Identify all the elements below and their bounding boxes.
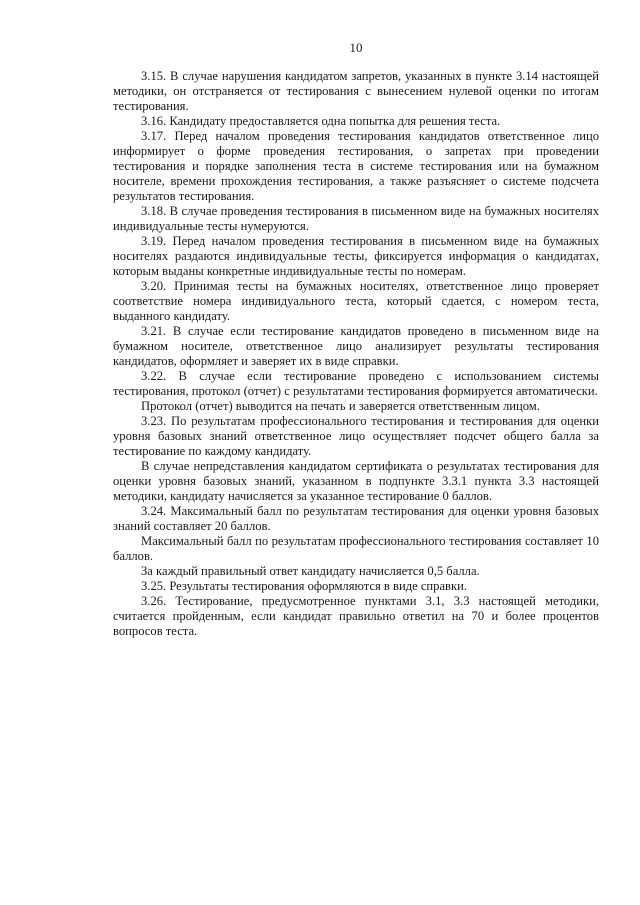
paragraph-points-per-answer: За каждый правильный ответ кандидату начисляется 0,5 балла. <box>141 564 480 578</box>
paragraph-certificate-absence: В случае непредставления кандидатом сертификата о результатах тестирования для оценки уровня базовых знаний, указанном в подпункте 3.3.1 пункта 3.3 настоящей методики, кандидату начисляется за указанное тестирование 0 баллов. <box>113 459 599 503</box>
paragraph-3-15: 3.15. В случае нарушения кандидатом запретов, указанных в пункте 3.14 настоящей методики, он отстраняется от тестирования с вынесением нулевой оценки по итогам тестирования. <box>113 69 599 113</box>
paragraph-3-16: 3.16. Кандидату предоставляется одна попытка для решения теста. <box>141 114 501 128</box>
paragraph-3-23: 3.23. По результатам профессионального тестирования и тестирования для оценки уровня базовых знаний ответственное лицо осуществляет подсчет общего балла за тестирование по каждому кандидату. <box>113 414 599 458</box>
paragraph-3-26: 3.26. Тестирование, предусмотренное пунктами 3.1, 3.3 настоящей методики, считается пройденным, если кандидат правильно ответил на 70 и более процентов вопросов теста. <box>113 594 599 638</box>
paragraph-3-24: 3.24. Максимальный балл по результатам тестирования для оценки уровня базовых знаний составляет 20 баллов. <box>113 504 599 533</box>
document-page <box>113 40 599 639</box>
paragraph-3-18: 3.18. В случае проведения тестирования в письменном виде на бумажных носителях индивидуальные тесты нумеруются. <box>113 204 599 233</box>
paragraph-3-25: 3.25. Результаты тестирования оформляются в виде справки. <box>141 579 468 593</box>
paragraph-protocol-print: Протокол (отчет) выводится на печать и заверяется ответственным лицом. <box>141 399 540 413</box>
page-number: 10 <box>349 40 363 55</box>
paragraph-3-21: 3.21. В случае если тестирование кандидатов проведено в письменном виде на бумажном носителе, ответственное лицо анализирует результаты тестирования кандидатов, оформляет и заверяет их в виде справки. <box>113 324 599 368</box>
paragraph-3-19: 3.19. Перед началом проведения тестирования в письменном виде на бумажных носителях раздаются индивидуальные тесты, фиксируется информация о кандидатах, которым выданы конкретные индивидуальные тесты по номерам. <box>113 234 599 278</box>
paragraph-3-20: 3.20. Принимая тесты на бумажных носителях, ответственное лицо проверяет соответствие номера индивидуального теста, который сдается, с номером теста, выданного кандидату. <box>113 279 599 323</box>
paragraph-max-professional: Максимальный балл по результатам профессионального тестирования составляет 10 баллов. <box>113 534 599 563</box>
paragraph-3-17: 3.17. Перед началом проведения тестирования кандидатов ответственное лицо информирует о форме проведения тестирования, о запретах при проведении тестирования и порядке заполнения теста в системе тестирования или на бумажном носителе, времени прохождения тестирования, а также разъясняет о системе подсчета результатов тестирования. <box>113 129 599 203</box>
paragraph-3-22: 3.22. В случае если тестирование проведено с использованием системы тестирования, протокол (отчет) с результатами тестирования формируется автоматически. <box>113 369 599 398</box>
